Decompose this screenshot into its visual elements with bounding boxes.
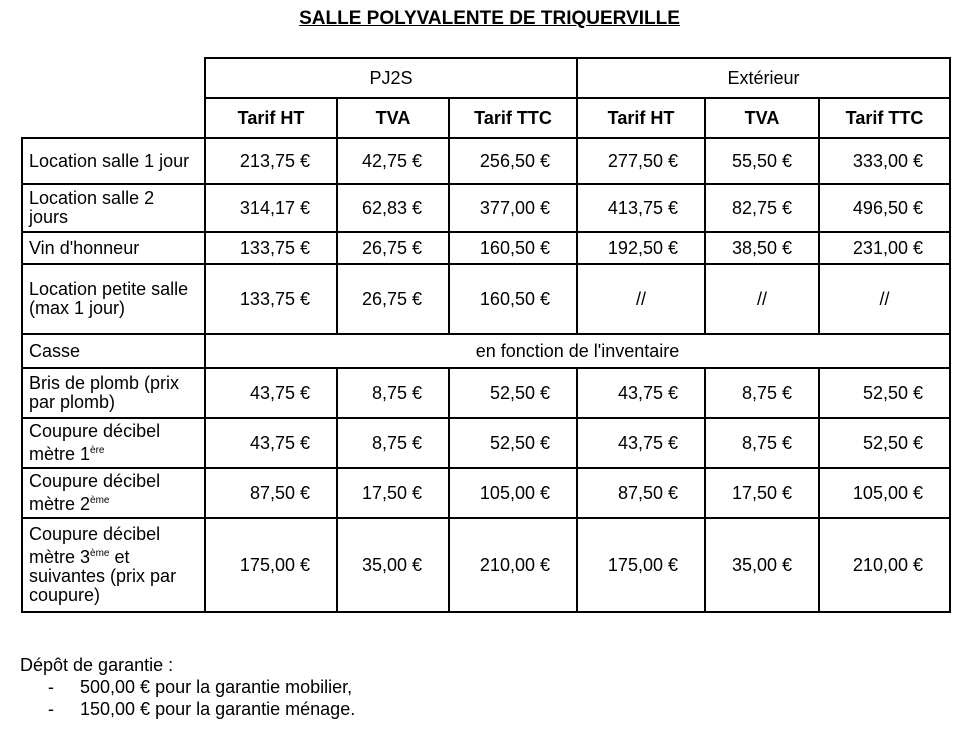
table-row [22,138,950,184]
table-cell: 87,50 € [577,468,705,518]
table-cell: 87,50 € [205,468,337,518]
table-row [22,418,950,468]
table-cell: 43,75 € [577,368,705,418]
table-row [22,468,950,518]
table-cell: 43,75 € [205,368,337,418]
table-cell: 105,00 € [449,468,577,518]
table-cell: 105,00 € [819,468,950,518]
table-row [22,264,950,334]
table-cell: 26,75 € [337,232,449,264]
row-label: Coupure décibel mètre 3ème et suivantes (prix par coupure) [22,518,205,612]
table-cell: 38,50 € [705,232,819,264]
column-header: Tarif TTC [449,98,577,138]
table-cell: 17,50 € [705,468,819,518]
table-row [22,334,950,368]
table-cell: 52,50 € [449,368,577,418]
group-header-exterieur: Extérieur [577,58,950,98]
table-row [22,232,950,264]
table-cell: 82,75 € [705,184,819,232]
table-cell: 8,75 € [337,418,449,468]
table-cell: 377,00 € [449,184,577,232]
tariff-table [21,57,951,613]
table-cell: 52,50 € [819,368,950,418]
table-cell: 231,00 € [819,232,950,264]
table-cell: 277,50 € [577,138,705,184]
table-cell: 43,75 € [205,418,337,468]
deposit-item-text: 500,00 € pour la garantie mobilier, [80,677,353,697]
row-label: Location petite salle (max 1 jour) [22,264,205,334]
table-cell: 160,50 € [449,264,577,334]
column-header: Tarif HT [205,98,337,138]
deposit-list [20,676,355,720]
table-row [22,368,950,418]
table-cell: 210,00 € [819,518,950,612]
table-cell: 213,75 € [205,138,337,184]
table-cell: 8,75 € [705,368,819,418]
table-cell: // [705,264,819,334]
table-cell: 160,50 € [449,232,577,264]
table-row [22,518,950,612]
column-header-row [22,98,950,138]
empty-corner-2 [22,98,205,138]
table-cell: 133,75 € [205,232,337,264]
row-label: Casse [22,334,205,368]
deposit-bullet: - [48,699,54,719]
deposit-item-text: 150,00 € pour la garantie ménage. [80,699,356,719]
row-label: Coupure décibel mètre 1ère [22,418,205,468]
table-cell: 17,50 € [337,468,449,518]
column-header: TVA [337,98,449,138]
table-cell: 314,17 € [205,184,337,232]
deposit-heading: Dépôt de garantie : [20,655,174,675]
table-cell: 192,50 € [577,232,705,264]
table-cell: // [577,264,705,334]
row-label: Vin d'honneur [22,232,205,264]
table-cell: 8,75 € [705,418,819,468]
table-cell: 26,75 € [337,264,449,334]
deposit-item [20,676,355,698]
table-cell: 62,83 € [337,184,449,232]
row-label: Location salle 2 jours [22,184,205,232]
table-cell: 52,50 € [819,418,950,468]
table-cell: 175,00 € [205,518,337,612]
table-cell: 256,50 € [449,138,577,184]
table-cell: 35,00 € [705,518,819,612]
deposit-section [20,654,355,720]
column-header: Tarif TTC [819,98,950,138]
group-header-pj2s: PJ2S [205,58,577,98]
group-header-row [22,58,950,98]
deposit-item [20,698,355,720]
empty-corner [22,58,205,98]
deposit-bullet: - [48,677,54,697]
table-cell: 35,00 € [337,518,449,612]
table-cell: 55,50 € [705,138,819,184]
table-cell: 333,00 € [819,138,950,184]
row-label: Location salle 1 jour [22,138,205,184]
column-header: Tarif HT [577,98,705,138]
table-cell: 133,75 € [205,264,337,334]
column-header: TVA [705,98,819,138]
table-cell: // [819,264,950,334]
table-cell: 52,50 € [449,418,577,468]
table-cell: 496,50 € [819,184,950,232]
table-cell: 175,00 € [577,518,705,612]
row-label: Coupure décibel mètre 2ème [22,468,205,518]
page-title: SALLE POLYVALENTE DE TRIQUERVILLE [299,8,680,29]
merged-cell: en fonction de l'inventaire [205,334,950,368]
table-cell: 43,75 € [577,418,705,468]
table-row [22,184,950,232]
table-cell: 210,00 € [449,518,577,612]
table-cell: 42,75 € [337,138,449,184]
row-label: Bris de plomb (prix par plomb) [22,368,205,418]
table-cell: 8,75 € [337,368,449,418]
table-cell: 413,75 € [577,184,705,232]
